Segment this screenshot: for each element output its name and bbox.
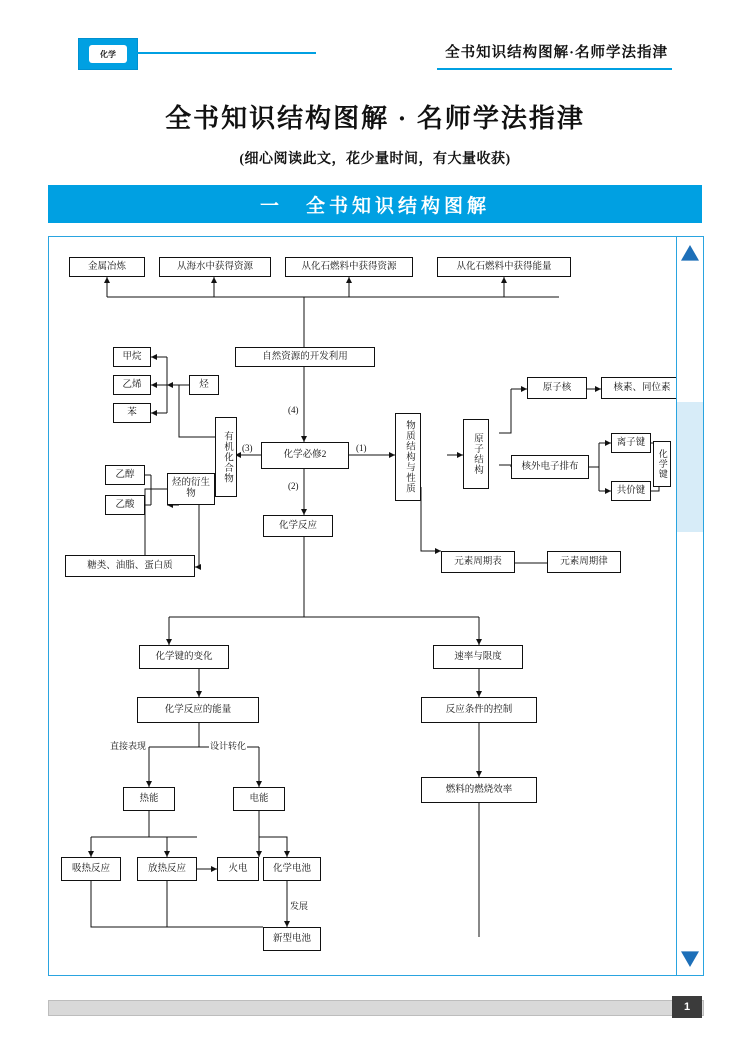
node-ethanol: 乙醇 <box>105 465 145 485</box>
node-fuel-efficiency: 燃料的燃烧效率 <box>421 777 537 803</box>
node-atomic-structure-label: 原子结构 <box>471 433 482 475</box>
node-hydrocarbon-derivatives: 烃的衍生物 <box>167 473 215 505</box>
scroll-up-arrow-icon[interactable] <box>680 243 700 263</box>
node-nuclide-isotope: 核素、同位素 <box>601 377 683 399</box>
edge-label-2: (2) <box>288 481 299 491</box>
edge-label-development: 发展 <box>290 901 309 911</box>
running-header-title: 全书知识结构图解·名师学法指津 <box>445 45 668 61</box>
section-heading <box>48 185 702 223</box>
node-methane: 甲烷 <box>113 347 151 367</box>
node-chemical-bond-label: 化学键 <box>657 449 668 479</box>
edge-label-direct-expression: 直接表现 <box>110 741 147 751</box>
diagram-frame <box>48 236 704 976</box>
node-endothermic-reaction: 吸热反应 <box>61 857 121 881</box>
node-rate-and-limit: 速率与限度 <box>433 645 523 669</box>
node-atomic-structure <box>463 419 489 489</box>
node-fossil-energy: 从化石燃料中获得能量 <box>437 257 571 277</box>
node-structure-property <box>395 413 421 501</box>
edge-label-4: (4) <box>288 405 299 415</box>
node-hydrocarbon: 烃 <box>189 375 219 395</box>
node-exothermic-reaction: 放热反应 <box>137 857 197 881</box>
node-seawater-resources: 从海水中获得资源 <box>159 257 271 277</box>
running-header <box>78 38 672 68</box>
scrollbar-thumb[interactable] <box>677 402 703 532</box>
node-reaction-condition-control: 反应条件的控制 <box>421 697 537 723</box>
node-bond-change: 化学键的变化 <box>139 645 229 669</box>
node-acetic-acid: 乙酸 <box>105 495 145 515</box>
node-metal-smelting: 金属冶炼 <box>69 257 145 277</box>
publisher-logo <box>78 38 138 70</box>
node-periodic-table: 元素周期表 <box>441 551 515 573</box>
node-periodic-law: 元素周期律 <box>547 551 621 573</box>
node-ionic-bond: 离子键 <box>611 433 651 453</box>
edge-label-3: (3) <box>242 443 253 453</box>
node-organic-compounds <box>215 417 237 497</box>
node-reaction-energy: 化学反应的能量 <box>137 697 259 723</box>
page-title: 全书知识结构图解 · 名师学法指津 <box>165 104 585 133</box>
diagram-canvas <box>49 237 677 975</box>
scroll-down-arrow-icon[interactable] <box>680 949 700 969</box>
node-electron-arrangement: 核外电子排布 <box>511 455 589 479</box>
node-chemical-bond <box>653 441 671 487</box>
node-covalent-bond: 共价键 <box>611 481 651 501</box>
logo-glyph: 化学 <box>89 45 127 63</box>
node-heat-energy: 热能 <box>123 787 175 811</box>
node-electric-energy: 电能 <box>233 787 285 811</box>
node-structure-property-label: 物质结构与性质 <box>403 420 414 494</box>
section-heading-label: 一 全书知识结构图解 <box>259 195 490 217</box>
header-divider <box>136 52 316 54</box>
node-atomic-nucleus: 原子核 <box>527 377 587 399</box>
running-header-title-wrap <box>437 38 672 70</box>
node-new-battery: 新型电池 <box>263 927 321 951</box>
node-thermal-power: 火电 <box>217 857 259 881</box>
node-benzene: 苯 <box>113 403 151 423</box>
node-fossil-resources: 从化石燃料中获得资源 <box>285 257 413 277</box>
page-subtitle: (细心阅读此文，花少量时间，有大量收获) <box>239 152 511 167</box>
node-ethylene: 乙烯 <box>113 375 151 395</box>
node-natural-resource-use: 自然资源的开发利用 <box>235 347 375 367</box>
node-chemical-reaction: 化学反应 <box>263 515 333 537</box>
page-number: 1 <box>672 996 702 1018</box>
scrollbar[interactable] <box>676 237 703 975</box>
node-organic-compounds-label: 有机化合物 <box>221 430 232 484</box>
edge-label-design-conversion: 设计转化 <box>210 741 247 751</box>
edge-label-1: (1) <box>356 443 367 453</box>
node-chemical-battery: 化学电池 <box>263 857 321 881</box>
node-chemistry-book: 化学必修2 <box>261 442 349 469</box>
node-sugar-oil-protein: 糖类、油脂、蛋白质 <box>65 555 195 577</box>
footer-bar <box>48 1000 704 1016</box>
